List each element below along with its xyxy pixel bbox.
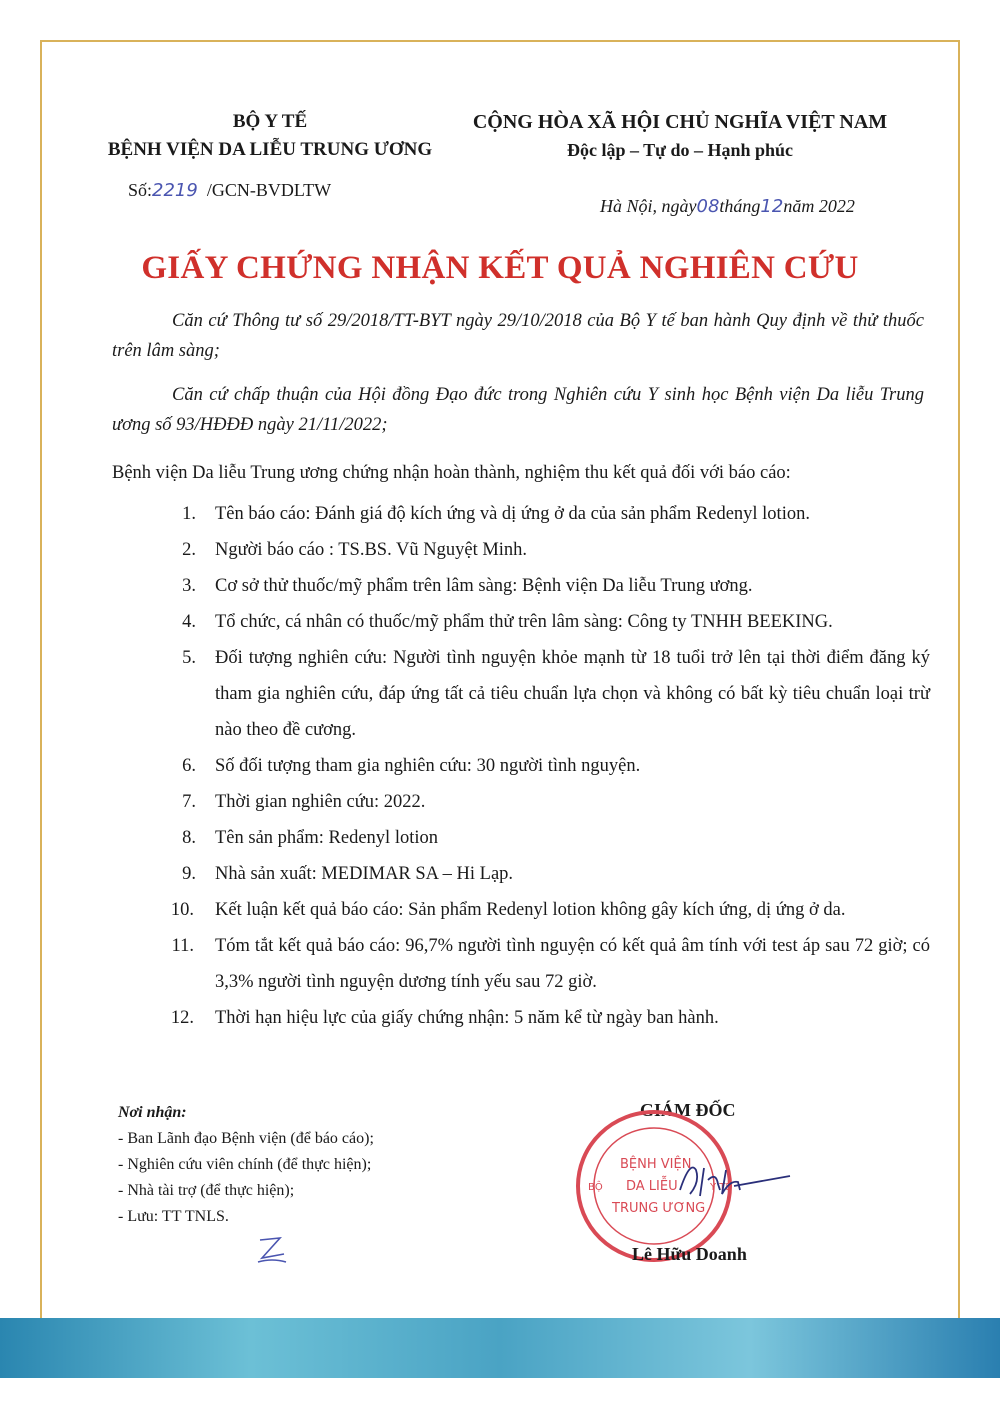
list-item xyxy=(170,892,930,928)
list-item xyxy=(170,748,930,784)
recipient-item: - Nghiên cứu viên chính (để thực hiện); xyxy=(118,1156,372,1173)
handwritten-signature xyxy=(660,1150,800,1210)
footer-band xyxy=(0,1318,1000,1378)
basis-circular: Căn cứ Thông tư số 29/2018/TT-BYT ngày 29/10/2018 của Bộ Y tế ban hành Quy định về thử thuốc trên lâm sàng; xyxy=(112,311,924,361)
item-number: 7. xyxy=(182,792,196,812)
stamp-line-1: BỆNH VIỆN xyxy=(620,1157,692,1172)
item-number: 8. xyxy=(182,828,196,848)
item-text: Tên báo cáo: Đánh giá độ kích ứng và dị ứng ở da của sản phẩm Redenyl lotion. xyxy=(215,504,810,524)
list-item xyxy=(170,820,930,856)
item-number: 3. xyxy=(182,576,196,596)
list-item xyxy=(170,640,930,748)
item-number: 5. xyxy=(182,648,196,668)
recipient-item: - Lưu: TT TNLS. xyxy=(118,1208,229,1225)
item-text: Tên sản phẩm: Redenyl lotion xyxy=(215,828,438,848)
stamp-side-left: BỘ xyxy=(588,1182,603,1193)
item-text: Kết luận kết quả báo cáo: Sản phẩm Redenyl lotion không gây kích ứng, dị ứng ở da. xyxy=(215,900,846,920)
republic-name: CỘNG HÒA XÃ HỘI CHỦ NGHĨA VIỆT NAM xyxy=(472,111,888,133)
list-item xyxy=(170,532,930,568)
item-number: 4. xyxy=(182,612,196,632)
director-title: GIÁM ĐỐC xyxy=(640,1100,736,1120)
date-month: 12 xyxy=(760,196,784,217)
item-number: 10. xyxy=(170,900,194,920)
date-day: 08 xyxy=(696,196,720,217)
item-text: Tổ chức, cá nhân có thuốc/mỹ phẩm thử trên lâm sàng: Công ty TNHH BEEKING. xyxy=(215,612,833,632)
list-item xyxy=(170,784,930,820)
item-text: Tóm tắt kết quả báo cáo: 96,7% người tình nguyện có kết quả âm tính với test áp sau 72 giờ; có 3,3% người tình nguyện dương tính yếu sau 72 giờ. xyxy=(215,936,930,992)
recipient-item: - Ban Lãnh đạo Bệnh viện (để báo cáo); xyxy=(118,1130,374,1147)
basis-ethics: Căn cứ chấp thuận của Hội đồng Đạo đức trong Nghiên cứu Y sinh học Bệnh viện Da liễu Trung ương số 93/HĐĐĐ ngày 21/11/2022; xyxy=(112,385,924,435)
recipients-heading: Nơi nhận: xyxy=(118,1104,187,1121)
item-text: Thời gian nghiên cứu: 2022. xyxy=(215,792,426,812)
intro-text: Bệnh viện Da liễu Trung ương chứng nhận hoàn thành, nghiệm thu kết quả đối với báo cáo: xyxy=(112,463,791,483)
list-item xyxy=(170,604,930,640)
item-text: Cơ sở thử thuốc/mỹ phẩm trên lâm sàng: Bệnh viện Da liễu Trung ương. xyxy=(215,576,753,596)
document-number xyxy=(128,180,331,201)
recipients-block xyxy=(118,1100,374,1230)
item-text: Số đối tượng tham gia nghiên cứu: 30 người tình nguyện. xyxy=(215,756,641,776)
list-item xyxy=(170,496,930,532)
item-text: Nhà sản xuất: MEDIMAR SA – Hi Lạp. xyxy=(215,864,514,884)
number-label: Số: xyxy=(128,180,153,200)
item-number: 11. xyxy=(171,936,194,956)
stamp-line-3: TRUNG ƯƠNG xyxy=(612,1201,706,1216)
signer-name: Lê Hữu Doanh xyxy=(632,1244,747,1264)
item-number: 1. xyxy=(182,504,196,524)
stamp-side-right: Y TẾ xyxy=(710,1182,732,1193)
national-header xyxy=(430,108,930,164)
list-item xyxy=(170,1000,930,1036)
number-suffix: /GCN-BVDLTW xyxy=(206,180,332,200)
list-item xyxy=(170,856,930,892)
issuer-header xyxy=(60,108,480,164)
item-number: 9. xyxy=(182,864,196,884)
ministry-name: BỘ Y TẾ xyxy=(232,111,308,132)
date-year: năm 2022 xyxy=(783,196,855,216)
document-title: GIẤY CHỨNG NHẬN KẾT QUẢ NGHIÊN CỨU xyxy=(141,250,859,286)
item-number: 12. xyxy=(170,1008,194,1028)
item-number: 6. xyxy=(182,756,196,776)
stamp-line-2: DA LIỄU xyxy=(626,1179,678,1194)
hospital-name: BỆNH VIỆN DA LIỄU TRUNG ƯƠNG xyxy=(107,139,433,160)
date-month-label: tháng xyxy=(719,196,761,216)
item-text: Thời hạn hiệu lực của giấy chứng nhận: 5 năm kể từ ngày ban hành. xyxy=(215,1008,719,1028)
date-prefix: Hà Nội, ngày xyxy=(600,196,697,216)
list-item xyxy=(170,928,930,1000)
recipient-item: - Nhà tài trợ (để thực hiện); xyxy=(118,1182,295,1199)
number-handwritten: 2219 xyxy=(152,180,198,201)
item-number: 2. xyxy=(182,540,196,560)
list-item xyxy=(170,568,930,604)
item-text: Đối tượng nghiên cứu: Người tình nguyện khỏe mạnh từ 18 tuổi trở lên tại thời điểm đăng ký tham gia nghiên cứu, đáp ứng tất cả tiêu chuẩn lựa chọn và không có bất kỳ tiêu chuẩn loại trừ nào theo đề cương. xyxy=(215,648,930,740)
report-items xyxy=(170,496,930,1036)
initial-mark xyxy=(252,1232,292,1268)
item-text: Người báo cáo : TS.BS. Vũ Nguyệt Minh. xyxy=(215,540,528,560)
issue-date xyxy=(600,196,855,217)
motto: Độc lập – Tự do – Hạnh phúc xyxy=(566,140,794,160)
